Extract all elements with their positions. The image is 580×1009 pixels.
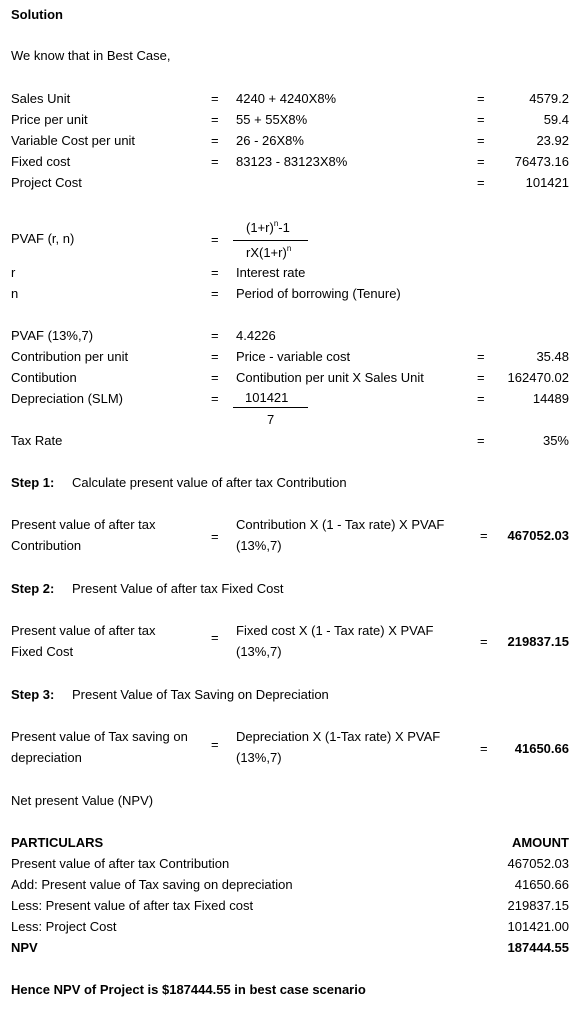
input-label: Fixed cost bbox=[11, 154, 71, 169]
equals-sign: = bbox=[211, 630, 219, 645]
table-row-amount: 467052.03 bbox=[507, 856, 569, 871]
step-number: Step 2: bbox=[11, 581, 55, 596]
step-title: Calculate present value of after tax Contribution bbox=[72, 475, 347, 490]
equals-sign: = bbox=[211, 370, 219, 385]
calc-label: PVAF (13%,7) bbox=[11, 328, 94, 343]
equals-sign: = bbox=[477, 370, 485, 385]
input-label: Price per unit bbox=[11, 112, 88, 127]
pvaf-numerator: $(1+r)^n-1$ bbox=[246, 219, 290, 235]
table-row-amount: 41650.66 bbox=[514, 877, 569, 892]
step-number: Step 1: bbox=[11, 475, 55, 490]
table-header-amount: AMOUNT bbox=[511, 835, 569, 850]
equals-sign: = bbox=[211, 391, 219, 406]
step-title: Present Value of Tax Saving on Depreciation bbox=[72, 687, 329, 702]
calc-value: 162470.02 bbox=[507, 370, 569, 385]
equals-sign: = bbox=[211, 529, 219, 544]
calc-formula: Contibution per unit X Sales Unit bbox=[236, 370, 424, 385]
equals-sign: = bbox=[211, 112, 219, 127]
equals-sign: = bbox=[477, 349, 485, 364]
step-label-line2: Fixed Cost bbox=[11, 644, 74, 659]
input-formula: 4240 + 4240X8% bbox=[236, 91, 337, 106]
step-formula-line1: Fixed cost X (1 - Tax rate) X PVAF bbox=[236, 623, 434, 638]
step-label-line1: Present value of after tax bbox=[11, 517, 156, 532]
equals-sign: = bbox=[211, 154, 219, 169]
equals-sign: = bbox=[477, 91, 485, 106]
input-label: Sales Unit bbox=[11, 91, 71, 106]
table-row-label: Less: Present value of after tax Fixed cost bbox=[11, 898, 254, 913]
step-label-line2: depreciation bbox=[11, 750, 82, 765]
table-total-amount: 187444.55 bbox=[507, 940, 569, 955]
calc-label: Contribution per unit bbox=[11, 349, 129, 364]
equals-sign: = bbox=[477, 175, 485, 190]
step-label-line2: Contribution bbox=[11, 538, 82, 553]
def-label: n bbox=[11, 286, 19, 301]
step-title: Present Value of after tax Fixed Cost bbox=[72, 581, 284, 596]
calc-label: Depreciation (SLM) bbox=[11, 391, 123, 406]
npv-heading: Net present Value (NPV) bbox=[11, 793, 154, 808]
calc-value: 35% bbox=[542, 433, 569, 448]
input-value: 59.4 bbox=[543, 112, 569, 127]
equals-sign: = bbox=[477, 112, 485, 127]
equals-sign: = bbox=[211, 286, 219, 301]
calc-formula: 4.4226 bbox=[236, 328, 276, 343]
def-text: Interest rate bbox=[236, 265, 306, 280]
input-formula: 55 + 55X8% bbox=[236, 112, 308, 127]
calc-label: Tax Rate bbox=[11, 433, 63, 448]
pvaf-label: PVAF (r, n) bbox=[11, 231, 75, 246]
equals-sign: = bbox=[211, 328, 219, 343]
calc-value: 35.48 bbox=[536, 349, 569, 364]
input-label: Variable Cost per unit bbox=[11, 133, 136, 148]
equals-sign: = bbox=[477, 133, 485, 148]
input-value: 76473.16 bbox=[514, 154, 569, 169]
fraction-line bbox=[233, 240, 308, 241]
conclusion-text: Hence NPV of Project is $187444.55 in best case scenario bbox=[11, 982, 366, 997]
table-row-label: Less: Project Cost bbox=[11, 919, 117, 934]
equals-sign: = bbox=[211, 133, 219, 148]
table-header-particulars: PARTICULARS bbox=[11, 835, 104, 850]
calc-formula: Price - variable cost bbox=[236, 349, 351, 364]
table-total-label: NPV bbox=[11, 940, 38, 955]
input-label: Project Cost bbox=[11, 175, 82, 190]
depreciation-denominator: 7 bbox=[267, 412, 275, 427]
step-value: 467052.03 bbox=[507, 528, 569, 543]
step-value: 219837.15 bbox=[507, 634, 569, 649]
equals-sign: = bbox=[477, 433, 485, 448]
def-text: Period of borrowing (Tenure) bbox=[236, 286, 401, 301]
step-label-line1: Present value of Tax saving on bbox=[11, 729, 188, 744]
step-formula-line1: Contribution X (1 - Tax rate) X PVAF bbox=[236, 517, 445, 532]
step-formula-line2: (13%,7) bbox=[236, 750, 282, 765]
step-number: Step 3: bbox=[11, 687, 55, 702]
equals-sign: = bbox=[480, 634, 488, 649]
step-formula-line2: (13%,7) bbox=[236, 644, 282, 659]
input-formula: 83123 - 83123X8% bbox=[236, 154, 348, 169]
table-row-amount: 101421.00 bbox=[507, 919, 569, 934]
step-label-line1: Present value of after tax bbox=[11, 623, 156, 638]
table-row-amount: 219837.15 bbox=[507, 898, 569, 913]
step-value: 41650.66 bbox=[514, 741, 569, 756]
equals-sign: = bbox=[211, 737, 219, 752]
solution-heading: Solution bbox=[11, 7, 63, 22]
equals-sign: = bbox=[477, 154, 485, 169]
equals-sign: = bbox=[480, 528, 488, 543]
table-row-label: Add: Present value of Tax saving on depreciation bbox=[11, 877, 293, 892]
calc-label: Contibution bbox=[11, 370, 77, 385]
step-formula-line2: (13%,7) bbox=[236, 538, 282, 553]
table-row-label: Present value of after tax Contribution bbox=[11, 856, 230, 871]
step-formula-line1: Depreciation X (1-Tax rate) X PVAF bbox=[236, 729, 441, 744]
input-value: 4579.2 bbox=[529, 91, 569, 106]
fraction-line bbox=[233, 407, 308, 408]
equals-sign: = bbox=[211, 232, 219, 247]
def-label: r bbox=[11, 265, 16, 280]
equals-sign: = bbox=[211, 91, 219, 106]
input-value: 23.92 bbox=[536, 133, 569, 148]
depreciation-numerator: 101421 bbox=[245, 390, 289, 405]
pvaf-denominator: $rX(1+r)^n$ bbox=[246, 244, 292, 260]
equals-sign: = bbox=[480, 741, 488, 756]
intro-text: We know that in Best Case, bbox=[11, 48, 171, 63]
input-value: 101421 bbox=[525, 175, 569, 190]
equals-sign: = bbox=[211, 349, 219, 364]
equals-sign: = bbox=[211, 265, 219, 280]
equals-sign: = bbox=[477, 391, 485, 406]
calc-value: 14489 bbox=[532, 391, 569, 406]
input-formula: 26 - 26X8% bbox=[236, 133, 304, 148]
